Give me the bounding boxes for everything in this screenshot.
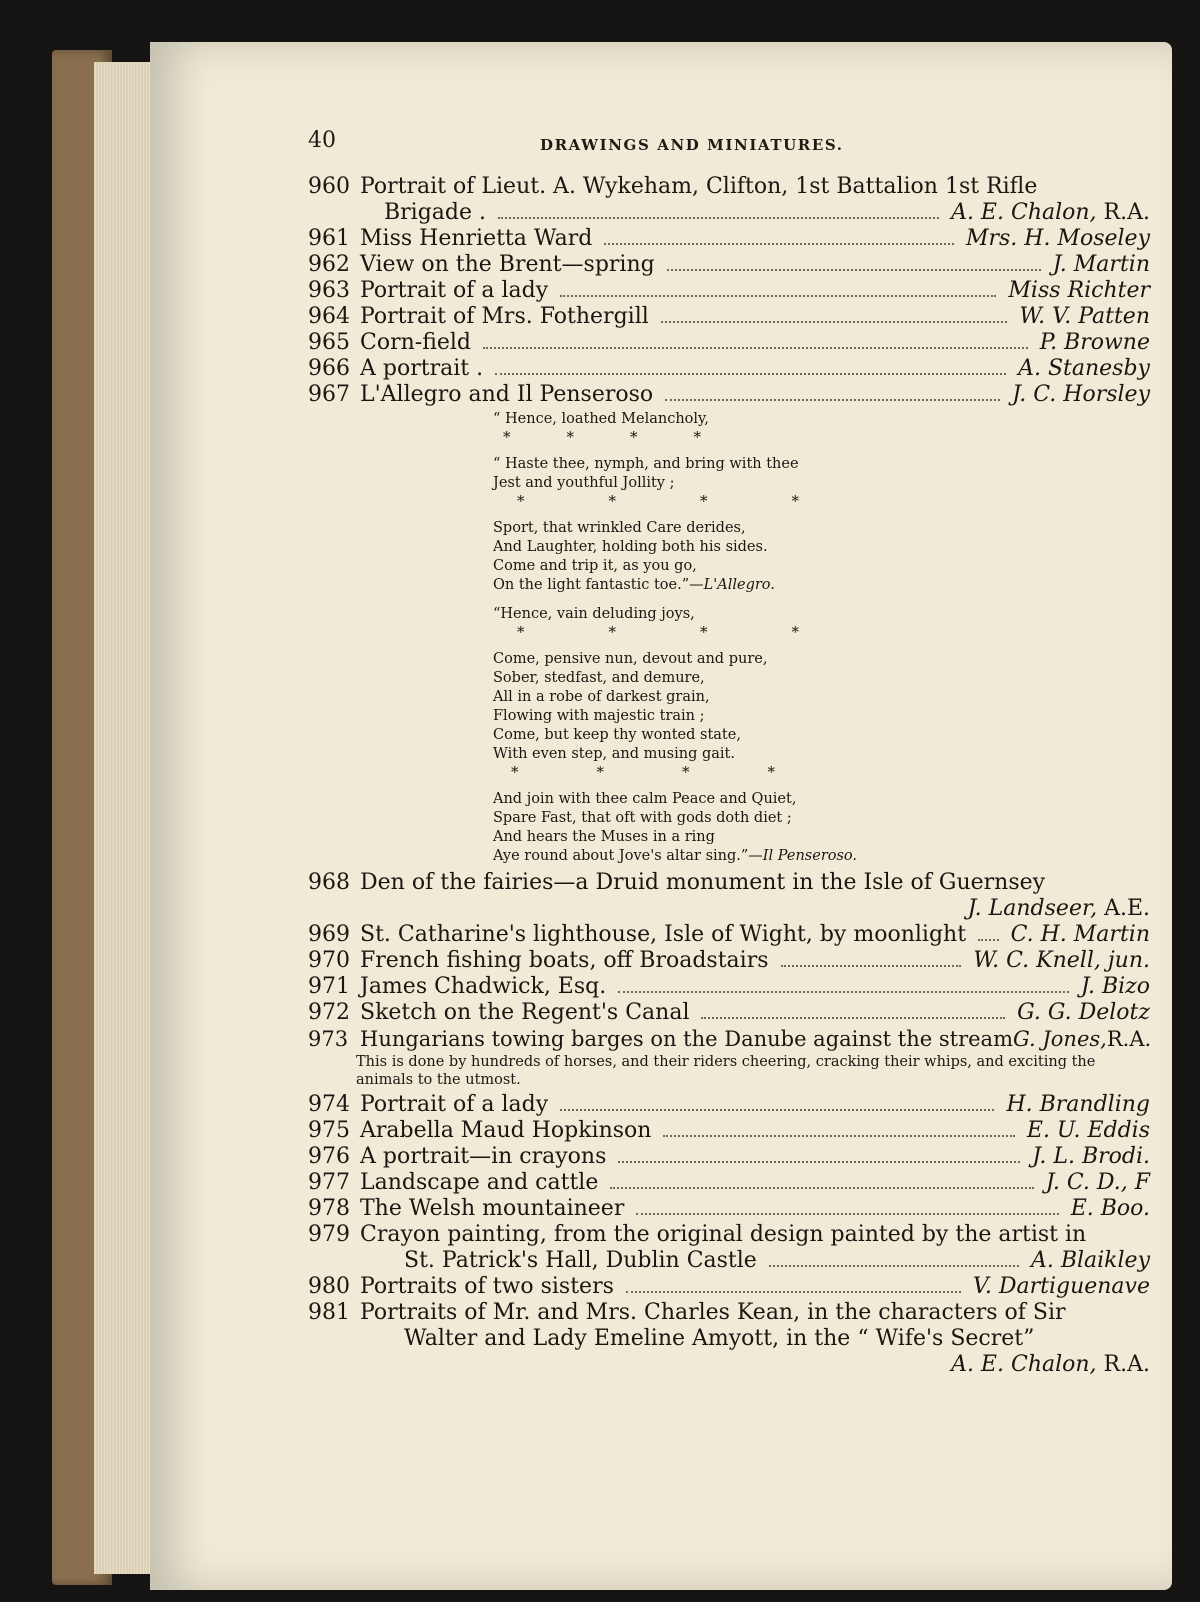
catalogue-entry-965: [308, 330, 1150, 356]
entry-title: Portraits of two sisters: [360, 1274, 614, 1299]
entry-number: 977: [308, 1170, 350, 1195]
poem-quotation: [493, 410, 1150, 866]
entry-number: 973: [308, 1027, 349, 1051]
entry-number: 960: [308, 174, 350, 199]
catalogue-entry-981: [308, 1300, 1150, 1378]
leader-dots: [618, 1161, 1020, 1163]
leader-dots: [781, 965, 962, 967]
poem-line: On the light fantastic toe.”—L'Allegro.: [493, 577, 775, 593]
entry-title: Portrait of a lady: [360, 278, 549, 303]
entry-title: Corn-field: [360, 330, 472, 355]
entry-number: 981: [308, 1300, 350, 1325]
catalogue-entry-976: [308, 1144, 1150, 1170]
entry-title: Sketch on the Regent's Canal: [360, 1000, 690, 1025]
leader-dots: [483, 347, 1028, 349]
leader-dots: [769, 1265, 1019, 1267]
catalogue-entry-975: [308, 1118, 1150, 1144]
catalogue-entry-961: [308, 226, 1150, 252]
entry-artist: G. Jones,R.A.: [1012, 1027, 1152, 1051]
entry-title-continued: Walter and Lady Emeline Amyott, in the “ Wife's Secret”: [404, 1326, 1035, 1351]
entry-artist: P. Browne: [1039, 330, 1150, 355]
leader-dots: [667, 269, 1041, 271]
entry-number: 971: [308, 974, 350, 999]
poem-line: And join with thee calm Peace and Quiet,: [493, 791, 797, 807]
leader-dots: [663, 1135, 1014, 1137]
ellipsis-stars: * * * *: [503, 428, 701, 446]
poem-line: “ Haste thee, nymph, and bring with thee: [493, 456, 799, 472]
poem-line: “ Hence, loathed Melancholy,: [493, 411, 709, 427]
entry-title-continued: Brigade .: [384, 200, 487, 225]
entry-artist: J. C. D., F: [1045, 1170, 1150, 1195]
poem-line: Aye round about Jove's altar sing.”—Il Penseroso.: [493, 848, 858, 864]
entry-artist: C. H. Martin: [1010, 922, 1150, 947]
leader-dots: [604, 243, 954, 245]
artist-suffix: R.A.: [1103, 200, 1150, 225]
poem-line: And Laughter, holding both his sides.: [493, 539, 768, 555]
artist-suffix: R.A.: [1106, 1027, 1152, 1051]
leader-dots: [701, 1017, 1005, 1019]
entry-artist: V. Dartiguenave: [972, 1274, 1150, 1299]
entry-title: Portrait of Mrs. Fothergill: [360, 304, 649, 329]
entry-title: View on the Brent—spring: [360, 252, 655, 277]
entry-title: The Welsh mountaineer: [360, 1196, 625, 1221]
catalogue-entry-963: [308, 278, 1150, 304]
entry-artist: A. Blaikley: [1030, 1248, 1150, 1273]
entry-number: 980: [308, 1274, 350, 1299]
poem-line: Come, pensive nun, devout and pure,: [493, 651, 768, 667]
entry-number: 965: [308, 330, 350, 355]
catalogue-entry-964: [308, 304, 1150, 330]
entry-title: Den of the fairies—a Druid monument in the Isle of Guernsey: [360, 870, 1046, 895]
penseroso-stanza-3: [493, 790, 1150, 866]
leader-dots: [495, 373, 1006, 375]
entry-artist: J. Bizo: [1080, 974, 1150, 999]
entry-title: L'Allegro and Il Penseroso: [360, 382, 654, 407]
leader-dots: [978, 939, 999, 941]
catalogue-list: [308, 174, 1150, 1378]
leader-dots: [665, 399, 1000, 401]
catalogue-entry-967: [308, 382, 1150, 408]
entry-number: 970: [308, 948, 350, 973]
entry-title: Arabella Maud Hopkinson: [360, 1118, 652, 1143]
entry-note: This is done by hundreds of horses, and their riders cheering, cracking their whips, and exciting the animals to the utmost.: [356, 1054, 1096, 1088]
entry-number: 978: [308, 1196, 350, 1221]
entry-title: James Chadwick, Esq.: [360, 974, 607, 999]
entry-number: 972: [308, 1000, 350, 1025]
entry-artist: J. C. Horsley: [1012, 382, 1150, 407]
leader-dots: [560, 295, 996, 297]
entry-artist: E. U. Eddis: [1026, 1118, 1150, 1143]
allegro-stanza-1: [493, 410, 1150, 445]
penseroso-stanza-2: [493, 650, 1150, 780]
leader-dots: [498, 217, 939, 219]
entry-number: 963: [308, 278, 350, 303]
leader-dots: [610, 1187, 1033, 1189]
entry-title: Miss Henrietta Ward: [360, 226, 593, 251]
ellipsis-stars: * * * *: [517, 623, 799, 641]
allegro-stanza-3: [493, 519, 1150, 595]
entry-title: Portrait of Lieut. A. Wykeham, Clifton, 1st Battalion 1st Rifle: [360, 174, 1038, 199]
artist-suffix: A.E.: [1104, 896, 1150, 921]
poem-line: Come and trip it, as you go,: [493, 558, 697, 574]
entry-title: Crayon painting, from the original design painted by the artist in: [360, 1222, 1087, 1247]
entry-number: 974: [308, 1092, 350, 1117]
poem-citation: L'Allegro.: [703, 577, 775, 593]
entry-number: 975: [308, 1118, 350, 1143]
entry-title: A portrait .: [360, 356, 484, 381]
entry-number: 966: [308, 356, 350, 381]
allegro-stanza-2: [493, 455, 1150, 509]
leader-dots: [618, 991, 1069, 993]
catalogue-entry-968: [308, 870, 1150, 922]
leader-dots: [636, 1213, 1058, 1215]
entry-artist: A. Stanesby: [1018, 356, 1150, 381]
entry-title: Portraits of Mr. and Mrs. Charles Kean, in the characters of Sir: [360, 1300, 1066, 1325]
entry-artist: H. Brandling: [1006, 1092, 1150, 1117]
entry-title: Landscape and cattle: [360, 1170, 599, 1195]
entry-artist: A. E. Chalon, R.A.: [951, 1352, 1150, 1377]
entry-artist: E. Boo.: [1070, 1196, 1150, 1221]
catalogue-entry-962: [308, 252, 1150, 278]
entry-artist: A. E. Chalon, R.A.: [951, 200, 1150, 225]
entry-artist: G. G. Delotz: [1017, 1000, 1150, 1025]
catalogue-entry-978: [308, 1196, 1150, 1222]
entry-artist: Miss Richter: [1008, 278, 1150, 303]
catalogue-entry-972: [308, 1000, 1150, 1026]
catalogue-entry-974: [308, 1092, 1150, 1118]
entry-title: French fishing boats, off Broadstairs: [360, 948, 769, 973]
entry-artist: Mrs. H. Moseley: [965, 226, 1150, 251]
entry-number: 967: [308, 382, 350, 407]
entry-number: 964: [308, 304, 350, 329]
entry-artist: J. Landseer, A.E.: [967, 896, 1150, 921]
entry-artist: J. L. Brodi.: [1032, 1144, 1150, 1169]
entry-title-continued: St. Patrick's Hall, Dublin Castle: [404, 1248, 757, 1273]
entry-number: 961: [308, 226, 350, 251]
catalogue-entry-977: [308, 1170, 1150, 1196]
entry-artist: J. Martin: [1052, 252, 1150, 277]
catalogue-entry-971: [308, 974, 1150, 1000]
artist-suffix: R.A.: [1103, 1352, 1150, 1377]
running-head: DRAWINGS AND MINIATURES.: [540, 136, 844, 154]
poem-line: Sober, stedfast, and demure,: [493, 670, 705, 686]
entry-number: 979: [308, 1222, 350, 1247]
poem-line: Come, but keep thy wonted state,: [493, 727, 741, 743]
entry-number: 962: [308, 252, 350, 277]
entry-artist: W. C. Knell, jun.: [973, 948, 1150, 973]
catalogue-entry-979: [308, 1222, 1150, 1274]
entry-artist: W. V. Patten: [1019, 304, 1150, 329]
poem-line: All in a robe of darkest grain,: [493, 689, 710, 705]
poem-line: Jest and youthful Jollity ;: [493, 475, 675, 491]
leader-dots: [661, 321, 1008, 323]
ellipsis-stars: * * * *: [511, 763, 775, 781]
poem-line: Flowing with majestic train ;: [493, 708, 705, 724]
entry-title: St. Catharine's lighthouse, Isle of Wight, by moonlight: [360, 922, 967, 947]
entry-number: 969: [308, 922, 350, 947]
catalogue-entry-966: [308, 356, 1150, 382]
poem-line: Sport, that wrinkled Care derides,: [493, 520, 746, 536]
poem-line: “Hence, vain deluding joys,: [493, 606, 695, 622]
poem-line: With even step, and musing gait.: [493, 746, 735, 762]
leader-dots: [626, 1291, 961, 1293]
page-number: 40: [308, 128, 336, 153]
poem-citation: Il Penseroso.: [762, 848, 858, 864]
entry-title: Portrait of a lady: [360, 1092, 549, 1117]
catalogue-entry-969: [308, 922, 1150, 948]
catalogue-entry-980: [308, 1274, 1150, 1300]
entry-number: 976: [308, 1144, 350, 1169]
poem-line: Spare Fast, that oft with gods doth diet ;: [493, 810, 792, 826]
leader-dots: [560, 1109, 994, 1111]
penseroso-stanza-1: [493, 605, 1150, 640]
entry-number: 968: [308, 870, 350, 895]
entry-title: Hungarians towing barges on the Danube against the stream: [360, 1027, 1013, 1051]
ellipsis-stars: * * * *: [517, 492, 799, 510]
poem-line: And hears the Muses in a ring: [493, 829, 715, 845]
catalogue-entry-973: [308, 1026, 1150, 1089]
catalogue-entry-970: [308, 948, 1150, 974]
catalogue-entry-960: [308, 174, 1150, 226]
entry-title: A portrait—in crayons: [360, 1144, 607, 1169]
